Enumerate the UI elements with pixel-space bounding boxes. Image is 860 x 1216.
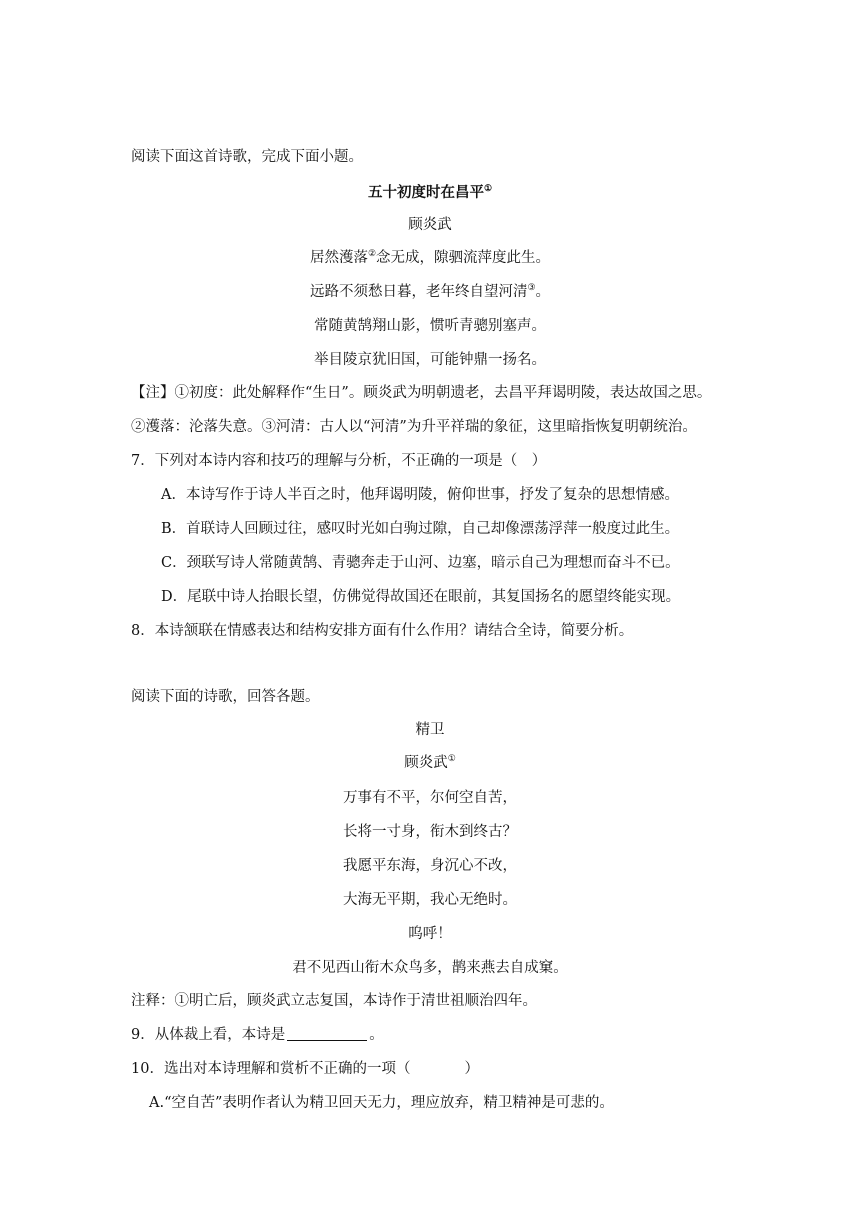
poem1-line <box>0 248 860 268</box>
poem1-note-2: ②濩落：沦落失意。③河清：古人以“河清”为升平祥瑞的象征，这里暗指恢复明朝统治。 <box>131 419 697 435</box>
poem1-line-text: 。 <box>535 284 551 300</box>
poem1-line <box>0 316 860 336</box>
poem2-line: 大海无平期，我心无绝时。 <box>343 892 517 908</box>
poem1-line <box>0 282 860 302</box>
q7-option-c: C．颈联写诗人常随黄鹄、青骢奔走于山河、边塞，暗示自己为理想而奋斗不已。 <box>161 555 680 571</box>
poem1-title-text: 五十初度时在昌平 <box>367 184 484 201</box>
poem1-line-text: 念无成，隙驷流萍度此生。 <box>376 250 551 266</box>
footnote-mark: ② <box>367 249 377 259</box>
question-9-text: 9．从体裁上看，本诗是 <box>131 1027 286 1043</box>
poem2-line: 万事有不平，尔何空自苦， <box>343 790 517 806</box>
question-10-end: ） <box>464 1061 479 1077</box>
poem2-author <box>0 753 860 773</box>
section1-intro: 阅读下面这首诗歌，完成下面小题。 <box>131 149 363 165</box>
question-9 <box>0 1025 860 1045</box>
poem2-note: 注释：①明亡后，顾炎武立志复国，本诗作于清世祖顺治四年。 <box>131 993 537 1009</box>
question-8: 8．本诗颔联在情感表达和结构安排方面有什么作用？请结合全诗，简要分析。 <box>131 623 634 639</box>
poem1-note-1: 【注】①初度：此处解释作“生日”。顾炎武为明朝遗老，去昌平拜谒明陵，表达故国之思。 <box>131 385 712 401</box>
footnote-mark: ① <box>447 754 456 764</box>
poem1-line-text: 举目陵京犹旧国，可能钟鼎一扬名。 <box>314 352 546 368</box>
poem1-line <box>0 350 860 370</box>
question-9-end: 。 <box>369 1027 384 1043</box>
poem1-author: 顾炎武 <box>408 217 452 233</box>
poem2-line: 君不见西山衔木众鸟多，鹊来燕去自成窠。 <box>292 960 568 976</box>
poem2-author-text: 顾炎武 <box>404 755 448 771</box>
q7-option-a: A．本诗写作于诗人半百之时，他拜谒明陵，俯仰世事，抒发了复杂的思想情感。 <box>161 487 679 503</box>
q7-option-b: B．首联诗人回顾过往，感叹时光如白驹过隙，自己却像漂荡浮萍一般度过此生。 <box>161 521 680 537</box>
answer-blank[interactable] <box>287 1026 367 1041</box>
q7-option-d: D．尾联中诗人抬眼长望，仿佛觉得故国还在眼前，其复国扬名的愿望终能实现。 <box>161 589 681 605</box>
footnote-mark: ③ <box>527 283 536 293</box>
question-7: 7．下列对本诗内容和技巧的理解与分析，不正确的一项是（ ） <box>131 453 547 469</box>
poem2-exclamation: 呜呼！ <box>408 926 452 942</box>
section2-intro: 阅读下面的诗歌，回答各题。 <box>131 689 320 705</box>
q10-option-a: A.“空自苦”表明作者认为精卫回天无力，理应放弃，精卫精神是可悲的。 <box>149 1095 614 1111</box>
poem1-line-text: 常随黄鹄翔山影，惯听青骢别塞声。 <box>314 318 546 334</box>
poem1-title <box>0 183 860 203</box>
question-10 <box>0 1059 860 1079</box>
poem2-title: 精卫 <box>415 722 445 738</box>
poem2-line: 我愿平东海，身沉心不改， <box>343 858 517 874</box>
poem2-line: 长将一寸身，衔木到终古？ <box>343 824 517 840</box>
poem1-line-text: 远路不须愁日暮，老年终自望河清 <box>309 284 528 300</box>
footnote-mark: ① <box>483 184 493 194</box>
question-10-text: 10．选出对本诗理解和赏析不正确的一项（ <box>131 1061 411 1077</box>
poem1-line-text: 居然濩落 <box>309 250 368 266</box>
